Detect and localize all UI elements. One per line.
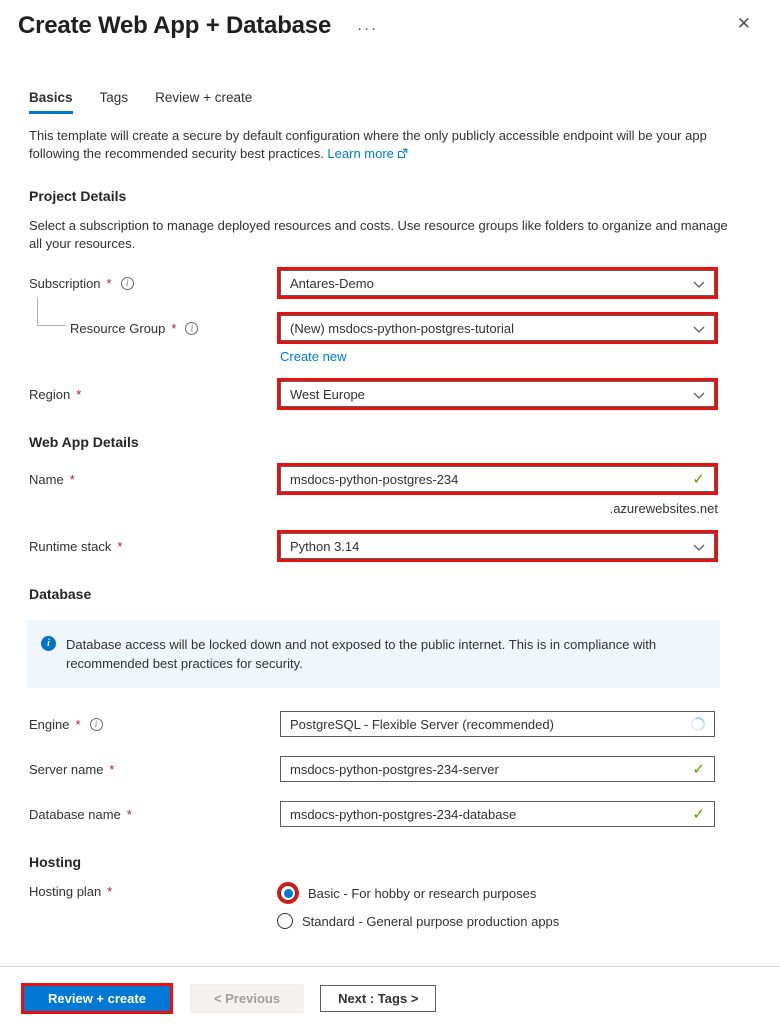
name-annotation-box [277,463,718,495]
database-name-row [29,798,780,830]
region-annotation-box [277,378,718,410]
section-heading-project-details: Project Details [29,188,127,204]
radio-option-standard[interactable] [277,913,559,929]
resource-group-dropdown[interactable] [280,315,715,341]
required-asterisk: * [107,884,113,899]
required-asterisk: * [109,761,115,777]
required-asterisk: * [117,538,123,554]
chevron-down-icon [693,539,705,554]
info-icon[interactable]: i [90,718,103,731]
region-dropdown[interactable] [280,381,715,407]
region-label: Region * [29,386,82,402]
valid-check-icon: ✓ [692,806,705,823]
learn-more-link[interactable]: Learn more [327,146,394,161]
wizard-footer [0,966,780,1014]
database-name-label: Database name * [29,806,132,822]
database-name-value: msdocs-python-postgres-234-database [290,806,517,822]
radio-selected-icon [280,885,296,901]
database-name-input[interactable] [280,801,715,827]
name-input[interactable] [280,466,715,492]
info-banner [27,620,720,688]
external-link-icon [397,146,408,164]
required-asterisk: * [76,386,82,402]
page-title: Create Web App + Database [18,12,332,39]
engine-dropdown[interactable] [280,711,715,737]
info-icon[interactable]: i [185,322,198,335]
review-create-annotation-box [21,983,173,1014]
runtime-stack-value: Python 3.14 [290,538,360,554]
section-heading-database: Database [29,586,92,602]
region-row [29,378,780,410]
section-heading-webapp-details: Web App Details [29,434,139,450]
resource-group-annotation-box [277,312,718,344]
chevron-down-icon [693,276,705,291]
radio-label-basic: Basic - For hobby or research purposes [308,885,537,901]
radio-unselected-icon [277,913,293,929]
runtime-stack-label: Runtime stack * [29,538,123,554]
more-options-icon[interactable]: ··· [357,20,379,37]
hosting-plan-label: Hosting plan * [29,884,113,899]
database-name-field-box [277,798,718,830]
server-name-input[interactable] [280,756,715,782]
create-new-row [280,348,780,366]
engine-field-box [277,708,718,740]
chevron-down-icon [693,387,705,402]
loading-spinner-icon [689,715,707,733]
hosting-plan-row [29,882,780,929]
create-new-link[interactable]: Create new [280,349,347,364]
tab-basics[interactable]: Basics [29,90,73,114]
info-filled-icon: i [41,636,56,651]
valid-check-icon: ✓ [692,761,705,778]
chevron-down-icon [693,321,705,336]
engine-label: Engine * i [29,717,277,732]
resource-group-label: Resource Group * i [29,321,277,336]
subscription-annotation-box [277,267,718,299]
radio-option-basic[interactable] [277,882,559,904]
info-banner-text: Database access will be locked down and not exposed to the public internet. This is in compliance with recommended best practices for security. [66,637,657,671]
next-tags-button[interactable]: Next : Tags > [320,985,436,1012]
close-icon[interactable]: ✕ [736,14,751,33]
server-name-field-box [277,753,718,785]
required-asterisk: * [69,471,75,487]
review-create-button[interactable]: Review + create [24,986,170,1011]
pane-header [0,0,780,40]
tab-review-create[interactable]: Review + create [155,90,253,105]
required-asterisk: * [171,320,177,336]
name-row [29,463,780,495]
required-asterisk: * [106,275,112,291]
subscription-value: Antares-Demo [290,275,374,291]
runtime-stack-dropdown[interactable] [280,533,715,559]
engine-value: PostgreSQL - Flexible Server (recommended) [290,716,554,732]
resource-group-row [29,312,780,344]
section-heading-hosting: Hosting [29,854,82,870]
server-name-label: Server name * [29,761,115,777]
info-icon[interactable]: i [121,277,134,290]
previous-button[interactable]: < Previous [190,984,304,1013]
wizard-tabs [29,90,780,114]
runtime-annotation-box [277,530,718,562]
project-details-description: Select a subscription to manage deployed resources and costs. Use resource groups like folders to organize and manage all your resources. [29,218,728,251]
required-asterisk: * [75,716,81,732]
resource-group-value: (New) msdocs-python-postgres-tutorial [290,320,514,336]
valid-check-icon: ✓ [692,471,705,488]
hosting-plan-options [277,882,559,929]
runtime-stack-row [29,530,780,562]
subscription-dropdown[interactable] [280,270,715,296]
radio-label-standard: Standard - General purpose production apps [302,913,560,929]
server-name-value: msdocs-python-postgres-234-server [290,761,499,777]
subscription-row [29,267,780,299]
engine-row [29,708,780,740]
tab-tags[interactable]: Tags [99,90,129,105]
region-value: West Europe [290,386,365,402]
server-name-row [29,753,780,785]
domain-suffix: .azurewebsites.net [609,501,718,516]
subscription-label: Subscription * i [29,276,277,291]
radio-annotation-ring [277,882,299,904]
intro-text-body: This template will create a secure by default configuration where the only publicly accessible endpoint will be your app following the recommended security best practices. [29,128,707,161]
intro-text [29,127,729,164]
name-value: msdocs-python-postgres-234 [290,471,459,487]
name-label: Name * [29,471,75,487]
hierarchy-connector [37,298,66,326]
required-asterisk: * [126,806,132,822]
